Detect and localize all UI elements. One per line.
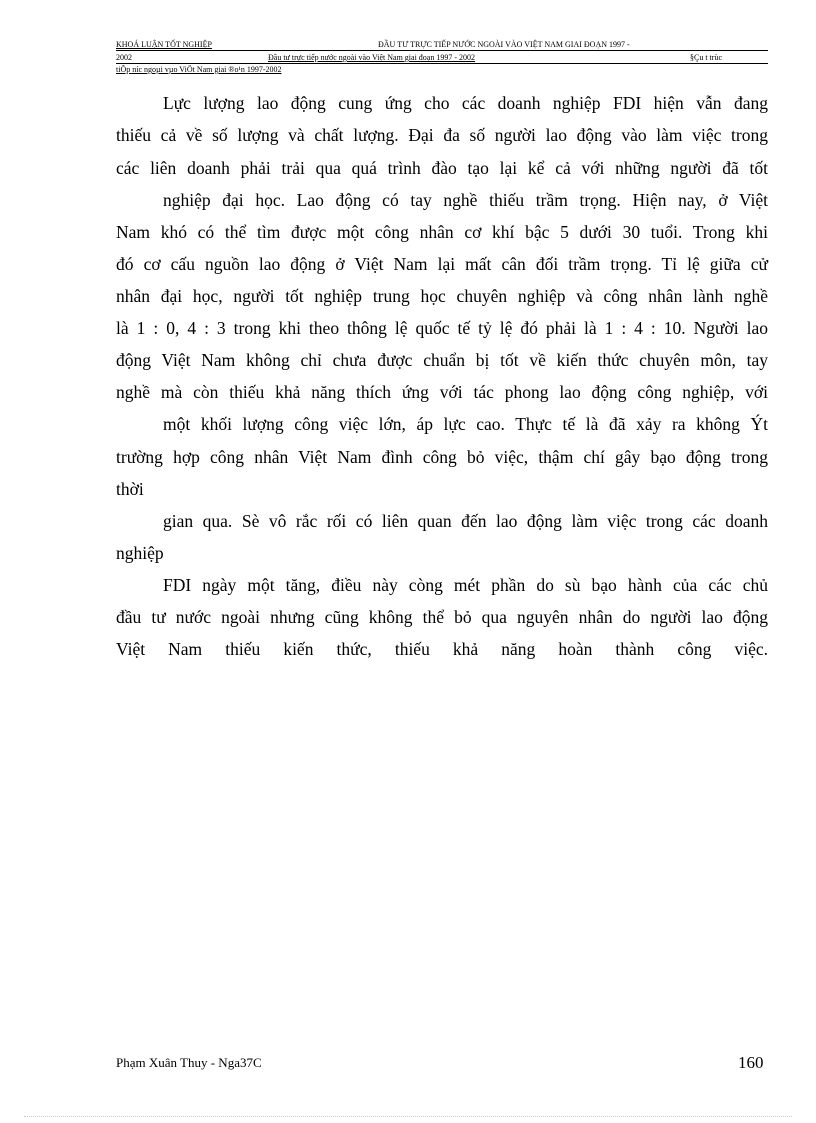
- body-line: nghiệp: [116, 543, 164, 563]
- running-header-line2: [116, 53, 768, 63]
- body-line: các liên doanh phải trải qua quá trình đào tạo lại kể cả với những người đã tốt: [116, 158, 768, 178]
- body-line: thời: [116, 479, 144, 499]
- header-left-title: KHOÁ LUẬN TỐT NGHIỆP: [116, 40, 212, 49]
- body-line: trường hợp công nhân Việt Nam đình công bỏ việc, thậm chí gây bạo động trong: [116, 447, 768, 467]
- body-line: một khối lượng công việc lớn, áp lực cao. Thực tế là đã xảy ra không Ýt: [163, 414, 768, 434]
- body-line: nghề mà còn thiếu khả năng thích ứng với tác phong lao động công nghiệp, với: [116, 382, 768, 402]
- body-line: gian qua. Sè vô rắc rối có liên quan đến lao động làm việc trong các doanh: [163, 511, 768, 531]
- body-line: Lực lượng lao động cung ứng cho các doanh nghiệp FDI hiện vẫn đang: [163, 93, 768, 113]
- body-line: nhân đại học, người tốt nghiệp trung học chuyên nghiệp và công nhân lành nghề: [116, 286, 768, 306]
- body-line: Nam khó có thể tìm được một công nhân cơ khí bậc 5 dưới 30 tuổi. Trong khi: [116, 222, 768, 242]
- body-line: động Việt Nam không chỉ chưa được chuẩn bị tốt về kiến thức chuyên môn, tay: [116, 350, 768, 370]
- footer-author: Phạm Xuân Thuy - Nga37C: [116, 1055, 262, 1070]
- header-line2-left: 2002: [116, 53, 132, 62]
- body-line: Việt Nam thiếu kiến thức, thiếu khả năng hoàn thành công việc.: [116, 639, 768, 659]
- body-line: đầu tư nước ngoài nhưng cũng không thể bỏ qua nguyên nhân do người lao động: [116, 607, 768, 627]
- body-line: nghiệp đại học. Lao động có tay nghề thiếu trầm trọng. Hiện nay, ở Việt: [163, 190, 768, 210]
- header-line2-right: §Çu t trùc: [690, 53, 722, 62]
- page-number: 160: [738, 1053, 764, 1072]
- header-rule: [116, 50, 768, 51]
- header-line3: tiÕp níc ngoµi vµo ViÖt Nam giai ®o¹n 1997-2002: [116, 65, 282, 74]
- header-right-title: ĐẦU TƯ TRỰC TIẾP NƯỚC NGOÀI VÀO VIỆT NAM GIAI ĐOẠN 1997 -: [378, 40, 630, 49]
- header-line2-mid: Đầu tư trực tiếp nước ngoài vào Việt Nam giai đoạn 1997 - 2002: [268, 53, 476, 62]
- body-line: là 1 : 0, 4 : 3 trong khi theo thông lệ quốc tế tỷ lệ đó phải là 1 : 4 : 10. Người lao: [116, 318, 768, 338]
- body-line: thiếu cả về số lượng và chất lượng. Đại đa số người lao động vào làm việc trong: [116, 125, 768, 145]
- header-rule-2: [116, 63, 768, 64]
- running-header: [116, 40, 768, 50]
- body-line: đó cơ cấu nguồn lao động ở Việt Nam lại mất cân đối trầm trọng. Tỉ lệ giữa cử: [116, 254, 768, 274]
- body-line: FDI ngày một tăng, điều này còng mét phần do sù bạo hành của các chủ: [163, 575, 768, 595]
- running-header-line3: [116, 65, 768, 75]
- page-bottom-divider: [24, 1116, 792, 1117]
